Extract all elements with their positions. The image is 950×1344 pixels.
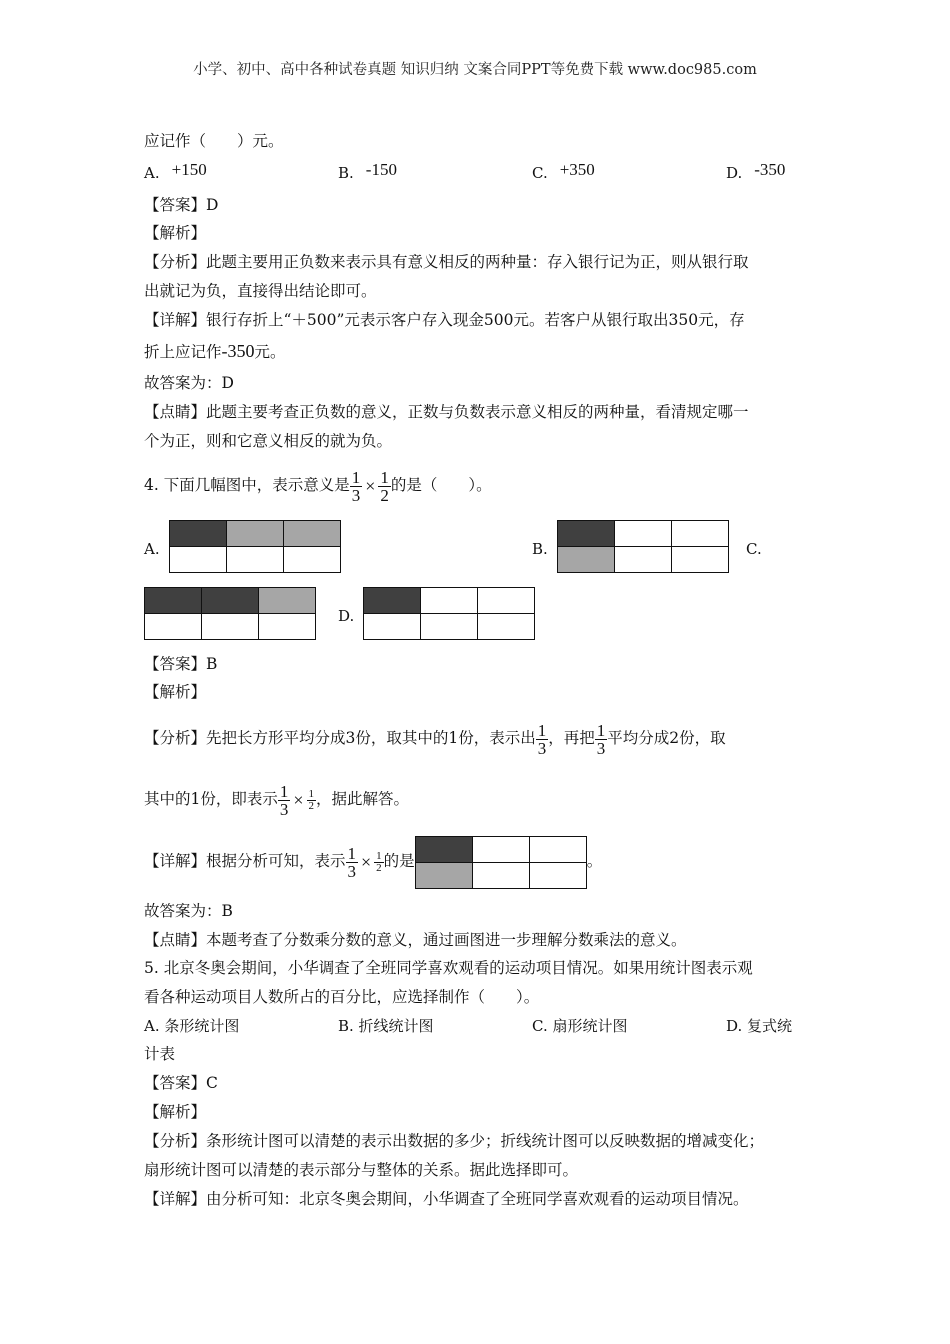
text: 。 (586, 852, 603, 870)
times-sign: × (365, 476, 376, 496)
q4-option-a-label: A. (144, 540, 160, 558)
numerator: 1 (596, 720, 606, 740)
text: 4. 下面几幅图中，表示意义是 (144, 476, 350, 494)
cell-dark (558, 521, 615, 547)
text: 【详解】根据分析可知，表示 (144, 852, 346, 870)
times-sign: × (293, 790, 304, 810)
page-header: 小学、初中、高中各种试卷真题 知识归纳 文案合同PPT等免费下载 www.doc985.com (193, 62, 757, 78)
option-value: -150 (365, 160, 397, 179)
denominator: 3 (279, 799, 289, 819)
q3-final-answer: 故答案为：D (144, 374, 234, 392)
fraction-one-third (536, 722, 549, 757)
numerator: 1 (279, 781, 289, 801)
fraction-one-half (374, 851, 384, 874)
cell-blank (615, 547, 672, 573)
q3-option-b (338, 160, 397, 183)
cell-dark (170, 521, 227, 547)
q4-option-b-label: B. (532, 540, 548, 558)
q5-answer: 【答案】C (144, 1074, 218, 1092)
q5-analysis-line-1: 【分析】条形统计图可以清楚的表示出数据的多少；折线统计图可以反映数据的增减变化； (144, 1132, 765, 1150)
text: 其中的1份，即表示 (144, 790, 278, 808)
cell-dark (145, 588, 202, 614)
option-label: D. (726, 164, 743, 182)
numerator: 1 (537, 720, 547, 740)
q4-analysis-line-1 (144, 715, 726, 761)
q5-analysis-line-2: 扇形统计图可以清楚的表示部分与整体的关系。据此选择即可。 (144, 1161, 579, 1179)
text: ，再把 (548, 729, 595, 747)
text: 平均分成2份，取 (607, 729, 726, 747)
option-label: A. (144, 164, 160, 182)
q4-detail-line (144, 833, 602, 890)
denominator: 2 (308, 799, 315, 812)
numerator: 1 (347, 843, 357, 863)
cell-light (227, 521, 284, 547)
fraction-one-third (350, 469, 363, 504)
cell-blank (672, 547, 729, 573)
q3-analysis-line-2: 出就记为负，直接得出结论即可。 (144, 282, 377, 300)
denominator: 3 (596, 738, 606, 758)
cell-dark (202, 588, 259, 614)
cell-blank (364, 614, 421, 640)
cell-light (415, 862, 472, 888)
numerator: 1 (308, 787, 315, 800)
cell-blank (529, 836, 586, 862)
q4-option-c-label: C. (746, 540, 762, 558)
cell-blank (421, 614, 478, 640)
q3-option-d (726, 160, 786, 183)
cell-blank (202, 614, 259, 640)
q5-stem-line-2: 看各种运动项目人数所占的百分比，应选择制作（ ）。 (144, 988, 540, 1006)
denominator: 3 (351, 485, 361, 505)
q4-analysis-line-2 (144, 776, 409, 823)
q4-option-d-label: D. (338, 607, 355, 625)
fraction-one-third (346, 845, 359, 880)
cell-blank (284, 547, 341, 573)
denominator: 3 (537, 738, 547, 758)
fraction-one-half (307, 789, 317, 812)
fraction-one-half (378, 469, 391, 504)
fraction-one-third (595, 722, 608, 757)
q5-option-c: C. 扇形统计图 (532, 1017, 628, 1035)
cell-blank (170, 547, 227, 573)
cell-blank (259, 614, 316, 640)
cell-blank (227, 547, 284, 573)
q4-stem (144, 462, 492, 509)
q4-analysis-title: 【解析】 (144, 683, 207, 701)
q3-stem-line: 应记作（ ）元。 (144, 132, 284, 150)
option-label: C. (532, 164, 548, 182)
q4-final-answer: 故答案为：B (144, 902, 233, 920)
cell-light (284, 521, 341, 547)
q4-detail-diagram (415, 836, 587, 889)
cell-blank (472, 836, 529, 862)
q5-analysis-title: 【解析】 (144, 1103, 207, 1121)
cell-dark (415, 836, 472, 862)
option-value: +350 (559, 160, 595, 179)
q3-detail-line-2 (144, 340, 286, 363)
q5-detail: 【详解】由分析可知：北京冬奥会期间，小华调查了全班同学喜欢观看的运动项目情况。 (144, 1190, 749, 1208)
q3-analysis-title: 【解析】 (144, 224, 207, 242)
option-value: -350 (754, 160, 786, 179)
q5-option-b: B. 折线统计图 (338, 1017, 434, 1035)
q3-answer: 【答案】D (144, 196, 219, 214)
cell-light (259, 588, 316, 614)
cell-blank (478, 614, 535, 640)
fraction-one-third (278, 783, 291, 818)
q4-answer: 【答案】B (144, 655, 218, 673)
q3-option-a (144, 160, 207, 183)
numerator: 1 (376, 849, 382, 862)
q5-option-a: A. 条形统计图 (144, 1017, 240, 1035)
q3-detail-line-1: 【详解】银行存折上“＋500”元表示客户存入现金500元。若客户从银行取出350元，存 (144, 311, 745, 329)
q3-option-c (532, 160, 595, 183)
text: 【分析】先把长方形平均分成3份，取其中的1份，表示出 (144, 729, 536, 747)
text: 的是 (383, 852, 415, 870)
text: 折上应记作 (144, 343, 222, 361)
text: 元。 (254, 343, 286, 361)
denominator: 3 (347, 861, 357, 881)
cell-blank (472, 862, 529, 888)
cell-light (558, 547, 615, 573)
cell-dark (364, 588, 421, 614)
text: 的是（ ）。 (390, 476, 492, 494)
denominator: 2 (380, 485, 389, 505)
q3-point-line-2: 个为正，则和它意义相反的就为负。 (144, 432, 393, 450)
cell-blank (421, 588, 478, 614)
cell-blank (478, 588, 535, 614)
numerator: 1 (351, 467, 361, 487)
q5-option-d-continued: 计表 (144, 1045, 176, 1063)
q4-option-d-diagram (363, 587, 535, 640)
cell-blank (529, 862, 586, 888)
numerator: 1 (380, 467, 389, 487)
q4-option-b-diagram (557, 520, 729, 573)
q4-point: 【点睛】本题考查了分数乘分数的意义，通过画图进一步理解分数乘法的意义。 (144, 931, 687, 949)
q4-option-c-diagram (144, 587, 316, 640)
cell-blank (672, 521, 729, 547)
q5-stem-line-1: 5. 北京冬奥会期间，小华调查了全班同学喜欢观看的运动项目情况。如果用统计图表示观 (144, 959, 753, 977)
q4-option-a-diagram (169, 520, 341, 573)
denominator: 2 (376, 861, 382, 874)
value: -350 (221, 341, 255, 361)
option-label: B. (338, 164, 354, 182)
times-sign: × (361, 852, 372, 872)
q5-option-d: D. 复式统 (726, 1017, 793, 1035)
text: ，据此解答。 (316, 790, 410, 808)
cell-blank (145, 614, 202, 640)
q3-point-line-1: 【点睛】此题主要考查正负数的意义，正数与负数表示意义相反的两种量，看清规定哪一 (144, 403, 749, 421)
option-value: +150 (171, 160, 207, 179)
cell-blank (615, 521, 672, 547)
q3-analysis-line-1: 【分析】此题主要用正负数来表示具有意义相反的两种量：存入银行记为正，则从银行取 (144, 253, 749, 271)
